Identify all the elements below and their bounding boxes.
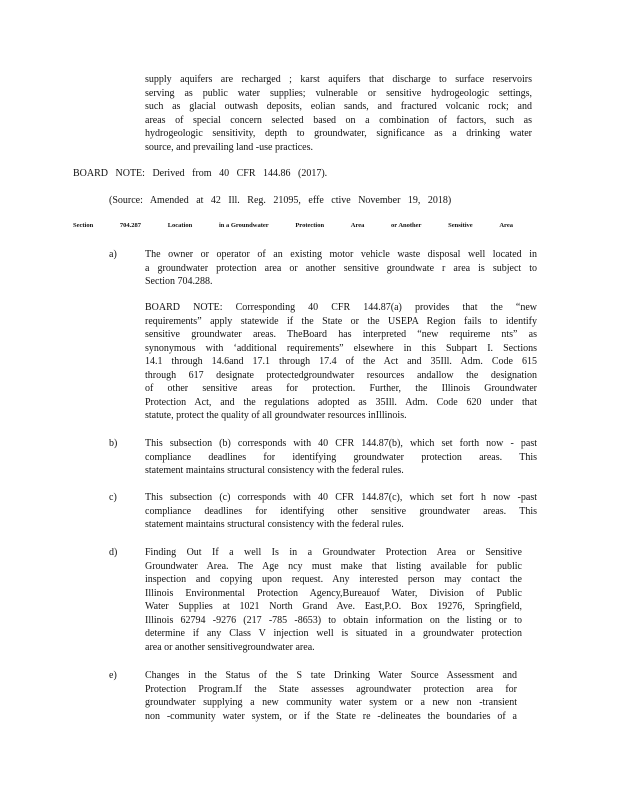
text-line: serving as public water supplies; vulnerable or sensitive hydrogeologic settings, (145, 87, 532, 99)
subsection-label-a: a) (109, 249, 117, 260)
text-line: synonymous with ‘additional requirements” elsewhere in this Subpart I. Sections (145, 342, 537, 354)
section-heading-word: or Another (391, 222, 422, 229)
text-line: areas of special concern selected based on a combination of factors, such as (145, 114, 532, 126)
section-heading-word: 704.287 (119, 222, 142, 229)
section-heading-word: Section (73, 222, 94, 229)
text-line: statement maintains structural consistency with the federal rules. (145, 465, 404, 476)
text-line: Illinois Environmental Protection Agency,Bureauof Water, Division of Public (145, 587, 522, 599)
section-heading (73, 222, 513, 229)
text-line: Section 704.288. (145, 276, 213, 287)
text-line: hydrogeologic sensitivity, depth to groundwater, significance as a drinking water (145, 128, 532, 139)
text-line: requirements” apply statewide if the State or the USEPA Region fails to identify (145, 315, 537, 327)
text-line: Groundwater Area. The Age ncy must make that listing available for public (145, 560, 522, 572)
subsection-label-b: b) (109, 438, 118, 449)
text-line: BOARD NOTE: Corresponding 40 CFR 144.87(a) provides that the “new (145, 302, 537, 313)
text-line: determine if any Class V injection well is situated in a groundwater protection (145, 628, 522, 639)
text-line: groundwater supplying a new community water system or a new non -transient (145, 697, 517, 708)
text-line: Finding Out If a well Is in a Groundwater Protection Area or Sensitive (145, 547, 522, 558)
intro-paragraph (145, 73, 532, 154)
text-line: Protection Program.If the State assesses agroundwater protection area for (145, 683, 517, 695)
subsection-label-e: e) (109, 670, 117, 681)
text-line: Protection Act, and the regulations adopted as 35Ill. Adm. Code 620 under that (145, 396, 537, 408)
text-line: Changes in the Status of the S tate Drinking Water Source Assessment and (145, 670, 517, 681)
section-heading-word: Sensitive (448, 222, 473, 229)
subsection-c-text (145, 491, 537, 532)
text-line: such as glacial outwash deposits, eolian sands, and fractured volcanic rock; and (145, 101, 532, 112)
text-line: The owner or operator of an existing motor vehicle waste disposal well located in (145, 249, 537, 260)
text-line: inspection and copying upon request. Any interested person may contact the (145, 574, 522, 585)
text-line: of other sensitive areas for protection. Further, the Illinois Groundwater (145, 383, 537, 394)
board-note-derived: BOARD NOTE: Derived from 40 CFR 144.86 (2017). (73, 168, 328, 179)
text-line: compliance deadlines for identifying groundwater protection areas. This (145, 451, 537, 463)
text-line: Water Supplies at 1021 North Grand Ave. East,P.O. Box 19276, Springfield, (145, 601, 522, 612)
section-heading-word: in a Groundwater (218, 222, 269, 229)
text-line: 14.1 through 14.6and 17.1 through 17.4 of the Act and 35Ill. Adm. Code 615 (145, 356, 537, 367)
text-line: through 617 designate protectedgroundwater resources andallow the designation (145, 369, 537, 381)
text-line: non -community water system, or if the State re -delineates the boundaries of a (145, 710, 517, 722)
subsection-d-text (145, 546, 522, 654)
source-note: (Source: Amended at 42 Ill. Reg. 21095, effe ctive November 19, 2018) (109, 195, 452, 206)
text-line: area or another sensitivegroundwater area. (145, 641, 315, 653)
text-line: compliance deadlines for identifying other sensitive groundwater areas. This (145, 505, 537, 517)
text-line: a groundwater protection area or another sensitive groundwate r area is subject to (145, 262, 537, 274)
subsection-label-d: d) (109, 547, 118, 558)
text-line: sensitive groundwater areas. TheBoard has interpreted “new requireme nts” as (145, 329, 537, 340)
subsection-b-text (145, 437, 537, 478)
text-line: This subsection (b) corresponds with 40 CFR 144.87(b), which set forth now - past (145, 438, 537, 449)
subsection-e-text (145, 669, 517, 723)
subsection-a-board-note (145, 301, 537, 423)
section-heading-word: Location (167, 222, 193, 229)
text-line: statement maintains structural consistency with the federal rules. (145, 519, 404, 530)
section-heading-word: Protection (295, 222, 325, 229)
section-heading-word: Area (350, 222, 365, 229)
subsection-a-text (145, 248, 537, 289)
text-line: Illinois 62794 -9276 (217 -785 -8653) to obtain information on the listing or to (145, 614, 522, 626)
text-line: statute, protect the quality of all groundwater resources inIllinois. (145, 410, 407, 421)
text-line: source, and prevailing land -use practices. (145, 141, 313, 153)
subsection-label-c: c) (109, 492, 117, 503)
text-line: This subsection (c) corresponds with 40 CFR 144.87(c), which set fort h now -past (145, 492, 537, 503)
text-line: supply aquifers are recharged ; karst aquifers that discharge to surface reservoirs (145, 74, 532, 85)
section-heading-word: Area (499, 222, 513, 229)
